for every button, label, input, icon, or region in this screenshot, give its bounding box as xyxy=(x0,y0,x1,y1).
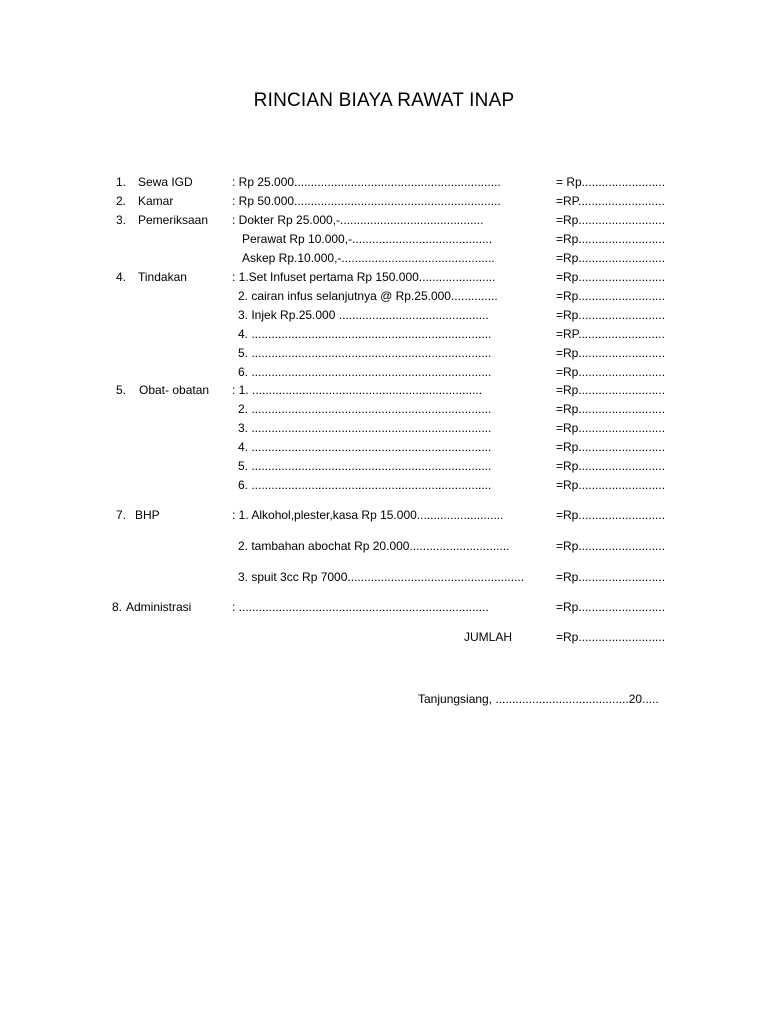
item-detail: : Rp 50.000.............................................................. xyxy=(232,194,501,208)
item-detail: Askep Rp.10.000,-.............................................. xyxy=(242,251,495,265)
item-amount: =Rp.......................... xyxy=(556,570,666,584)
item-detail: 5. ........................................................................ xyxy=(238,346,492,360)
item-detail: : 1. Alkohol,plester,kasa Rp 15.000.......................... xyxy=(232,508,504,522)
item-detail: 3. spuit 3cc Rp 7000..................................................... xyxy=(238,570,525,584)
item-detail: : 1.Set Infuset pertama Rp 150.000....................... xyxy=(232,270,496,284)
total-label: JUMLAH xyxy=(464,630,513,644)
item-label: Administrasi xyxy=(126,600,192,614)
item-number: 4. xyxy=(116,270,127,284)
document-title: RINCIAN BIAYA RAWAT INAP xyxy=(253,90,515,111)
item-amount: = Rp......................... xyxy=(556,175,666,189)
item-amount: =Rp.......................... xyxy=(556,289,666,303)
item-number: 2. xyxy=(116,194,127,208)
item-amount: =Rp.......................... xyxy=(556,232,666,246)
item-detail: : Rp 25.000.............................................................. xyxy=(232,175,501,189)
item-detail: 3. Injek Rp.25.000 ............................................. xyxy=(238,308,489,322)
item-number: 7. xyxy=(116,508,127,522)
item-detail: : 1. ..................................................................... xyxy=(232,383,483,397)
item-amount: =Rp.......................... xyxy=(556,346,666,360)
item-amount: =Rp.......................... xyxy=(556,270,666,284)
item-label: Sewa IGD xyxy=(138,175,193,189)
item-amount: =Rp.......................... xyxy=(556,539,666,553)
item-label: BHP xyxy=(135,508,160,522)
item-detail: 2. ........................................................................ xyxy=(238,402,492,416)
item-amount: =Rp.......................... xyxy=(556,365,666,379)
item-amount: =Rp.......................... xyxy=(556,440,666,454)
item-label: Tindakan xyxy=(138,270,187,284)
item-amount: =Rp.......................... xyxy=(556,251,666,265)
item-label: Kamar xyxy=(138,194,174,208)
signature-line: Tanjungsiang, ........................................20..... xyxy=(418,692,659,706)
item-detail: 4. ........................................................................ xyxy=(238,440,492,454)
item-amount: =Rp.......................... xyxy=(556,421,666,435)
item-amount: =Rp.......................... xyxy=(556,402,666,416)
item-detail: 5. ........................................................................ xyxy=(238,459,492,473)
item-number: 1. xyxy=(116,175,127,189)
item-detail: 4. ........................................................................ xyxy=(238,327,492,341)
item-amount: =Rp.......................... xyxy=(556,478,666,492)
item-detail: Perawat Rp 10.000,-.......................................... xyxy=(242,232,493,246)
item-detail: 6. ........................................................................ xyxy=(238,478,492,492)
item-number: 3. xyxy=(116,213,127,227)
item-detail: : Dokter Rp 25.000,-........................................... xyxy=(232,213,484,227)
item-detail: : ........................................................................... xyxy=(232,600,489,614)
item-detail: 3. ........................................................................ xyxy=(238,421,492,435)
item-detail: 2. cairan infus selanjutnya @ Rp.25.000.............. xyxy=(238,289,498,303)
item-number: 5. xyxy=(116,383,127,397)
item-number: 8. xyxy=(112,600,123,614)
item-amount: =RP.......................... xyxy=(556,327,665,341)
item-amount: =Rp.......................... xyxy=(556,600,666,614)
item-detail: 2. tambahan abochat Rp 20.000.............................. xyxy=(238,539,510,553)
item-amount: =Rp.......................... xyxy=(556,508,666,522)
item-amount: =RP.......................... xyxy=(556,194,665,208)
item-amount: =Rp.......................... xyxy=(556,383,666,397)
item-amount: =Rp.......................... xyxy=(556,213,666,227)
total-result: =Rp.......................... xyxy=(556,630,666,644)
item-amount: =Rp.......................... xyxy=(556,308,666,322)
item-label: Obat- obatan xyxy=(139,383,210,397)
item-label: Pemeriksaan xyxy=(138,213,209,227)
item-detail: 6. ........................................................................ xyxy=(238,365,492,379)
item-amount: =Rp.......................... xyxy=(556,459,666,473)
